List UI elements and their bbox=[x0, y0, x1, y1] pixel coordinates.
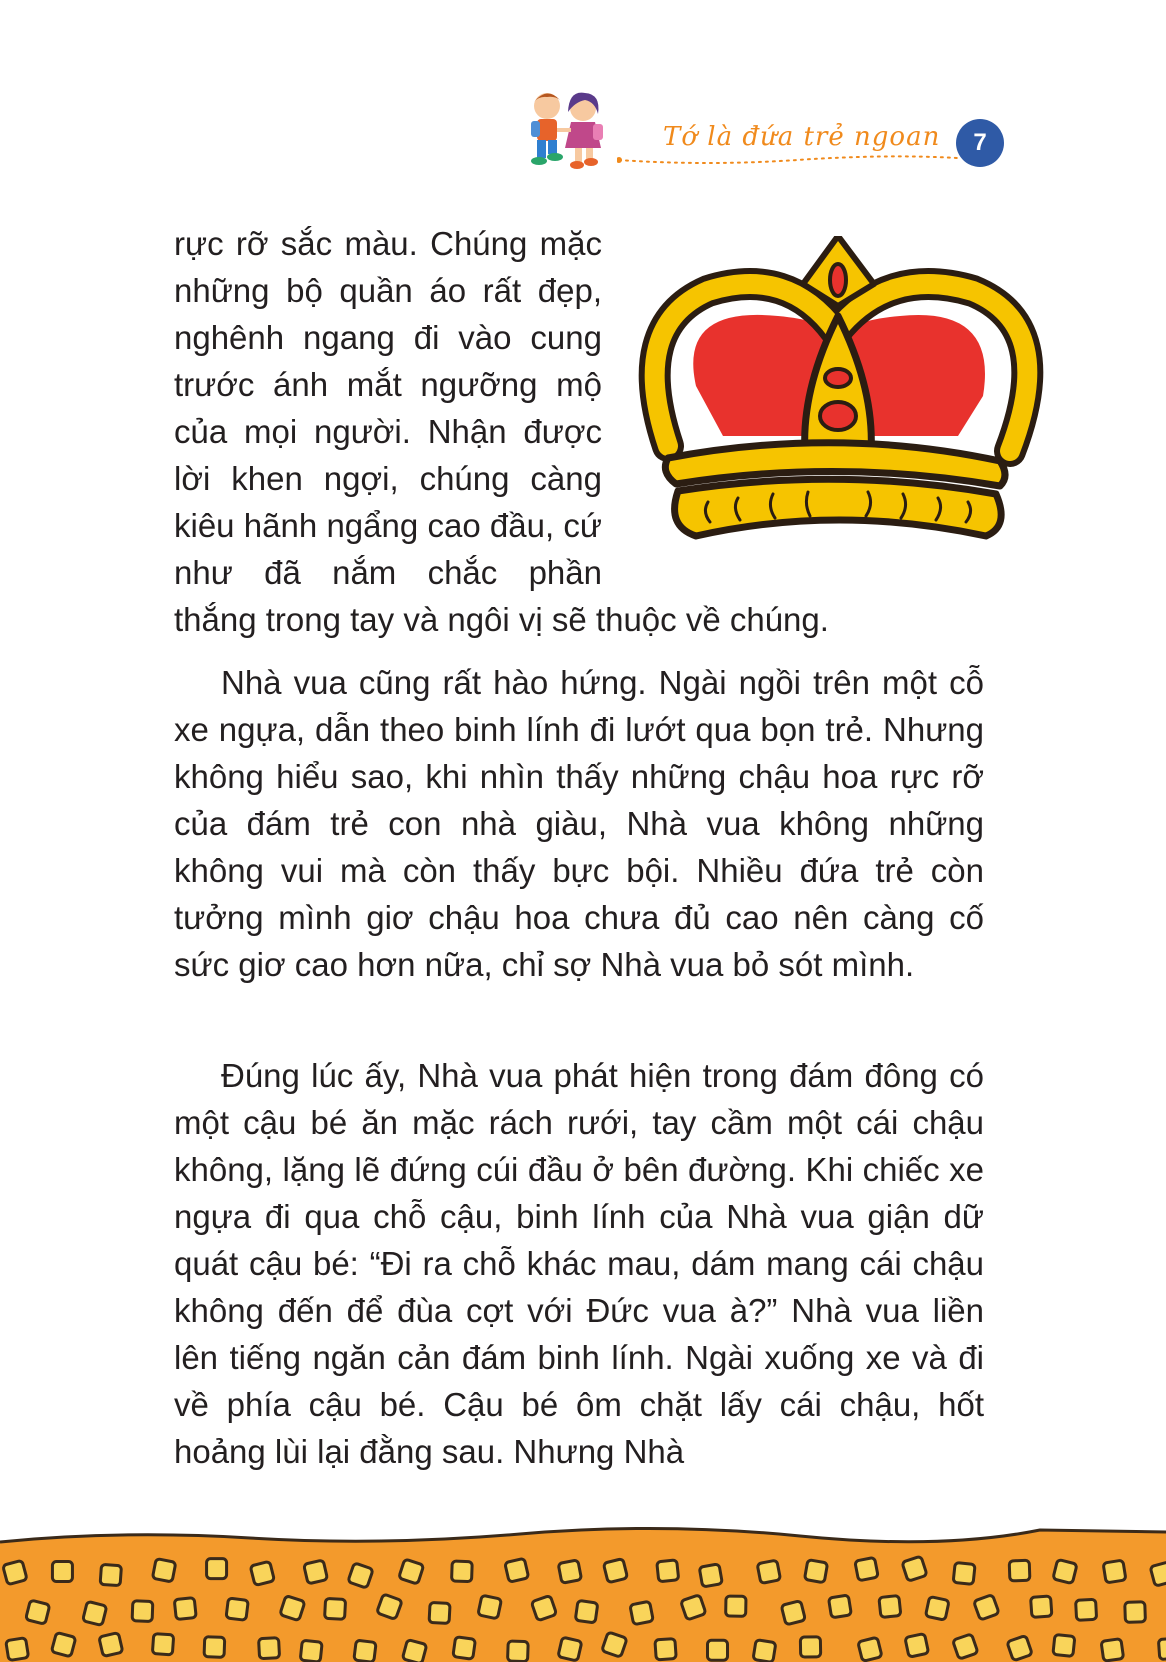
pattern-tile bbox=[603, 1559, 627, 1583]
pattern-tile bbox=[1158, 1638, 1166, 1659]
pattern-tile bbox=[429, 1602, 450, 1623]
pattern-tile bbox=[348, 1563, 373, 1588]
pattern-tile bbox=[132, 1601, 153, 1622]
pattern-tile bbox=[699, 1564, 722, 1587]
pattern-tile bbox=[925, 1597, 949, 1621]
pattern-tile bbox=[858, 1637, 882, 1661]
pattern-tile bbox=[781, 1601, 805, 1625]
pattern-tile bbox=[1053, 1559, 1077, 1583]
pattern-tile bbox=[377, 1594, 403, 1620]
pattern-tile bbox=[207, 1559, 227, 1579]
pattern-tile bbox=[508, 1641, 529, 1662]
paragraph-2 bbox=[174, 659, 984, 988]
pattern-tile bbox=[1103, 1560, 1126, 1583]
pattern-tile bbox=[304, 1560, 328, 1584]
pattern-tile bbox=[708, 1640, 728, 1660]
two-kids-running-icon bbox=[525, 88, 615, 174]
pattern-tile bbox=[974, 1594, 1000, 1620]
pattern-tile bbox=[1009, 1560, 1030, 1581]
pattern-tile bbox=[879, 1596, 901, 1618]
pattern-tile bbox=[804, 1560, 827, 1583]
pattern-tile bbox=[152, 1634, 173, 1655]
pattern-tile bbox=[452, 1561, 473, 1582]
pattern-tile bbox=[575, 1600, 598, 1623]
pattern-tile bbox=[174, 1598, 196, 1620]
pattern-tile bbox=[152, 1559, 175, 1582]
pattern-tile bbox=[1125, 1602, 1146, 1623]
pattern-tile bbox=[726, 1596, 746, 1616]
pattern-tile bbox=[757, 1560, 780, 1583]
pattern-tile bbox=[905, 1633, 929, 1657]
pattern-tile bbox=[800, 1637, 820, 1657]
paragraph-1-last-line: thắng trong tay và ngôi vị sẽ thuộc về chúng. bbox=[174, 601, 829, 638]
pattern-tile bbox=[453, 1637, 476, 1660]
pattern-tile bbox=[655, 1639, 676, 1660]
pattern-tile bbox=[657, 1560, 679, 1582]
pattern-tile bbox=[204, 1637, 225, 1658]
pattern-tile bbox=[99, 1633, 123, 1657]
pattern-tile bbox=[1053, 1634, 1075, 1656]
pattern-tile bbox=[399, 1559, 424, 1584]
pattern-tile bbox=[902, 1556, 927, 1581]
pattern-tile bbox=[6, 1638, 29, 1661]
pattern-tile bbox=[953, 1562, 975, 1584]
pattern-tile bbox=[478, 1595, 502, 1619]
pattern-tile bbox=[51, 1632, 75, 1656]
pattern-tile bbox=[953, 1634, 978, 1659]
pattern-tile bbox=[1007, 1635, 1032, 1660]
paragraph-3-text: Đúng lúc ấy, Nhà vua phát hiện trong đám đông có một cậu bé ăn mặc rách rưới, tay cầm một cái chậu không, lặng lẽ đứng cúi đầu ở bên đường. Khi chiếc xe ngựa đi qua chỗ cậu, binh lính của Nhà vua giận dữ quát cậu bé: “Đi ra chỗ khác mau, dám mang cái chậu không đến để đùa cợt với Đức vua à?” Nhà vua liền lên tiếng ngăn cản đám binh lính. Ngài xuống xe và đi về phía cậu bé. Cậu bé ôm chặt lấy cái chậu, hốt hoảng lùi lại đằng sau. Nhưng Nhà bbox=[174, 1057, 984, 1470]
paragraph-1-wrapped: rực rỡ sắc màu. Chúng mặc những bộ quần áo rất đẹp, nghênh ngang đi vào cung trước ánh mắt ngưỡng mộ của mọi người. Nhận được lời khen ngợi, chúng càng kiêu hãnh ngẩng cao đầu, cứ như đã nắm chắc phần bbox=[174, 225, 602, 591]
running-header-title: Tớ là đứa trẻ ngoan bbox=[663, 122, 941, 152]
pattern-tile bbox=[354, 1640, 376, 1662]
pattern-tile bbox=[259, 1638, 280, 1659]
pattern-tile bbox=[855, 1557, 878, 1580]
crown-icon bbox=[638, 236, 1044, 566]
pattern-tile bbox=[26, 1600, 50, 1624]
pattern-tile bbox=[602, 1632, 627, 1657]
pattern-tile bbox=[753, 1640, 776, 1662]
pattern-tile bbox=[250, 1561, 274, 1585]
pattern-tile bbox=[280, 1596, 305, 1621]
pattern-tile bbox=[558, 1637, 582, 1661]
pattern-tile bbox=[100, 1564, 121, 1585]
pattern-tile bbox=[828, 1595, 851, 1618]
dotted-underline bbox=[617, 152, 977, 166]
pattern-tile bbox=[531, 1595, 556, 1620]
pattern-tile bbox=[325, 1598, 346, 1619]
pattern-tile bbox=[226, 1598, 248, 1620]
page-number-badge: 7 bbox=[956, 119, 1004, 167]
paragraph-3 bbox=[174, 1052, 984, 1475]
pattern-tile bbox=[83, 1601, 107, 1625]
pattern-tile bbox=[681, 1595, 706, 1620]
pattern-tile bbox=[558, 1560, 581, 1583]
pattern-tile bbox=[52, 1562, 72, 1582]
pattern-tile bbox=[1076, 1599, 1097, 1620]
pattern-tile bbox=[402, 1639, 426, 1662]
paragraph-2-text: Nhà vua cũng rất hào hứng. Ngài ngồi trên một cỗ xe ngựa, dẫn theo binh lính đi lướt qua bọn trẻ. Nhưng không hiểu sao, khi nhìn thấy những chậu hoa rực rỡ của đám trẻ con nhà giàu, Nhà vua không những không vui mà còn thấy bực bội. Nhiều đứa trẻ còn tưởng mình giơ chậu hoa chưa đủ cao nên càng cố sức giơ cao hơn nữa, chỉ sợ Nhà vua bỏ sót mình. bbox=[174, 664, 984, 983]
pattern-tile bbox=[3, 1560, 27, 1584]
orange-square-pattern bbox=[0, 1520, 1166, 1662]
pattern-tile bbox=[1031, 1596, 1052, 1617]
pattern-tile bbox=[1101, 1639, 1124, 1662]
page-header bbox=[525, 88, 1005, 178]
pattern-tile bbox=[630, 1601, 653, 1624]
pattern-tile bbox=[505, 1558, 529, 1582]
pattern-tile bbox=[300, 1640, 322, 1662]
